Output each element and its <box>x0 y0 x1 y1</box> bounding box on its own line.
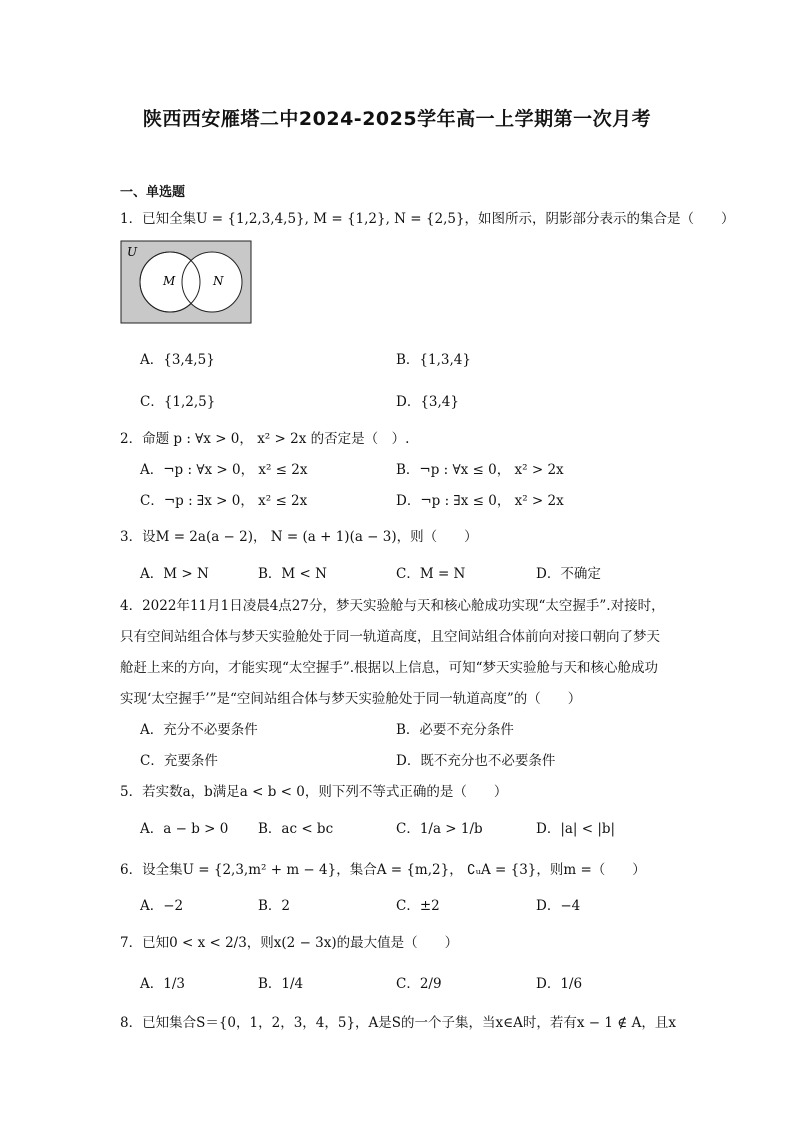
q2-option-b: B．¬p : ∀x ≤ 0， x² > 2x <box>396 462 564 478</box>
q7-option-a: A．1/3 <box>140 976 185 992</box>
q7-option-b: B．1/4 <box>258 976 304 992</box>
venn-label-u: U <box>127 245 138 259</box>
q5-option-a: A．a − b > 0 <box>140 821 229 837</box>
q2-option-a: A．¬p : ∀x > 0， x² ≤ 2x <box>140 462 308 478</box>
q5-option-d: D．|a| < |b| <box>536 821 616 837</box>
q1-option-d: D．{3,4} <box>396 394 459 410</box>
q6-option-c: C．±2 <box>396 898 440 914</box>
q4-option-d: D．既不充分也不必要条件 <box>396 753 556 769</box>
venn-label-m: M <box>163 274 176 288</box>
question-7-stem: 7．已知0 < x < 2/3，则x(2 − 3x)的最大值是（ ） <box>120 935 459 951</box>
question-2-stem: 2．命题 p : ∀x > 0， x² > 2x 的否定是（ ）. <box>120 431 410 447</box>
question-4-line-1: 4．2022年11月1日凌晨4点27分，梦天实验舱与天和核心舱成功实现“太空握手”.对接时， <box>120 598 665 614</box>
question-4-line-2: 只有空间站组合体与梦天实验舱处于同一轨道高度，且空间站组合体前向对接口朝向了梦天 <box>120 629 660 645</box>
page-title: 陕西西安雁塔二中2024-2025学年高一上学期第一次月考 <box>142 108 652 130</box>
q2-option-d: D．¬p : ∃x ≤ 0， x² > 2x <box>396 493 564 509</box>
question-4-line-4: 实现‘太空握手’”是“空间站组合体与梦天实验舱处于同一轨道高度”的（ ） <box>120 691 582 707</box>
q7-option-d: D．1/6 <box>536 976 583 992</box>
q4-option-a: A．充分不必要条件 <box>140 722 258 738</box>
q4-option-c: C．充要条件 <box>140 753 218 769</box>
section-heading: 一、单选题 <box>120 185 186 200</box>
venn-diagram <box>120 240 252 324</box>
q3-option-c: C．M = N <box>396 566 466 582</box>
question-1-stem: 1．已知全集U = {1,2,3,4,5}, M = {1,2}, N = {2,5}，如图所示，阴影部分表示的集合是（ ） <box>120 211 735 227</box>
question-5-stem: 5．若实数a，b满足a < b < 0，则下列不等式正确的是（ ） <box>120 784 508 800</box>
venn-label-n: N <box>213 274 224 288</box>
q6-option-b: B．2 <box>258 898 291 914</box>
q7-option-c: C．2/9 <box>396 976 442 992</box>
question-8-stem: 8．已知集合S＝{0，1，2，3，4，5}，A是S的一个子集，当x∈A时，若有x − 1 ∉ A，且x <box>120 1015 676 1031</box>
q4-option-b: B．必要不充分条件 <box>396 722 514 738</box>
q3-option-d: D．不确定 <box>536 566 601 582</box>
q5-option-c: C．1/a > 1/b <box>396 821 483 837</box>
q6-option-a: A．−2 <box>140 898 184 914</box>
question-3-stem: 3．设M = 2a(a − 2)， N = (a + 1)(a − 3)，则（ ） <box>120 529 478 545</box>
q5-option-b: B．ac < bc <box>258 821 334 837</box>
q1-option-b: B．{1,3,4} <box>396 352 471 368</box>
q2-option-c: C．¬p : ∃x > 0， x² ≤ 2x <box>140 493 308 509</box>
question-6-stem: 6．设全集U = {2,3,m² + m − 4}，集合A = {m,2}， ∁ᵤA = {3}，则m =（ ） <box>120 862 646 878</box>
q6-option-d: D．−4 <box>536 898 581 914</box>
q1-option-a: A．{3,4,5} <box>140 352 215 368</box>
q3-option-b: B．M < N <box>258 566 327 582</box>
question-4-line-3: 舱赶上来的方向，才能实现“太空握手”.根据以上信息，可知“梦天实验舱与天和核心舱成功 <box>120 660 658 676</box>
q3-option-a: A．M > N <box>140 566 209 582</box>
q1-option-c: C．{1,2,5} <box>140 394 216 410</box>
